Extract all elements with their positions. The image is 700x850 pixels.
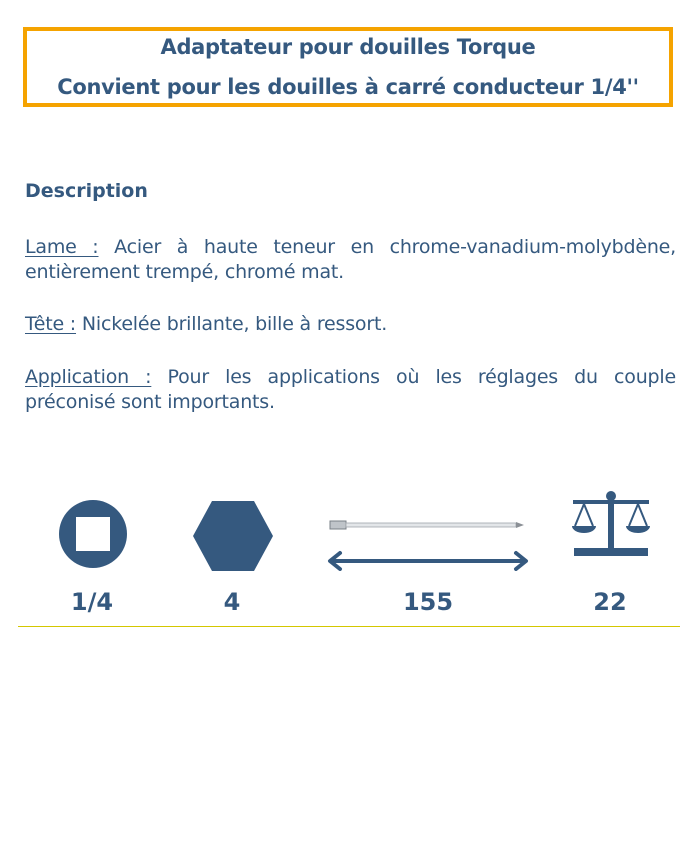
length-icon: [326, 515, 530, 571]
spec-value-hex: 4: [223, 588, 241, 616]
description-item-application: [25, 365, 676, 415]
item-label: Lame :: [25, 236, 99, 258]
item-text: Pour les applications où les réglages du couple préconisé sont importants.: [25, 366, 676, 413]
item-text: Nickelée brillante, bille à ressort.: [76, 313, 388, 335]
weight-scale-icon: [571, 490, 651, 560]
item-label: Tête :: [25, 313, 77, 335]
description-heading: Description: [25, 180, 148, 202]
item-label: Application :: [25, 366, 152, 388]
square-drive-icon: [58, 499, 128, 569]
spec-value-weight: 22: [593, 588, 627, 616]
description-item-tete: [25, 312, 676, 337]
divider-line: [18, 626, 680, 627]
spec-value-drive: 1/4: [70, 588, 114, 616]
product-subtitle: Convient pour les douilles à carré conducteur 1/4'': [57, 75, 639, 99]
description-item-lame: [25, 235, 676, 285]
product-title: Adaptateur pour douilles Torque: [160, 35, 536, 59]
product-title-box: [23, 27, 673, 107]
hexagon-icon: [192, 500, 274, 572]
item-text: Acier à haute teneur en chrome-vanadium-molybdène, entièrement trempé, chromé mat.: [25, 236, 676, 283]
spec-value-length: 155: [402, 588, 454, 616]
